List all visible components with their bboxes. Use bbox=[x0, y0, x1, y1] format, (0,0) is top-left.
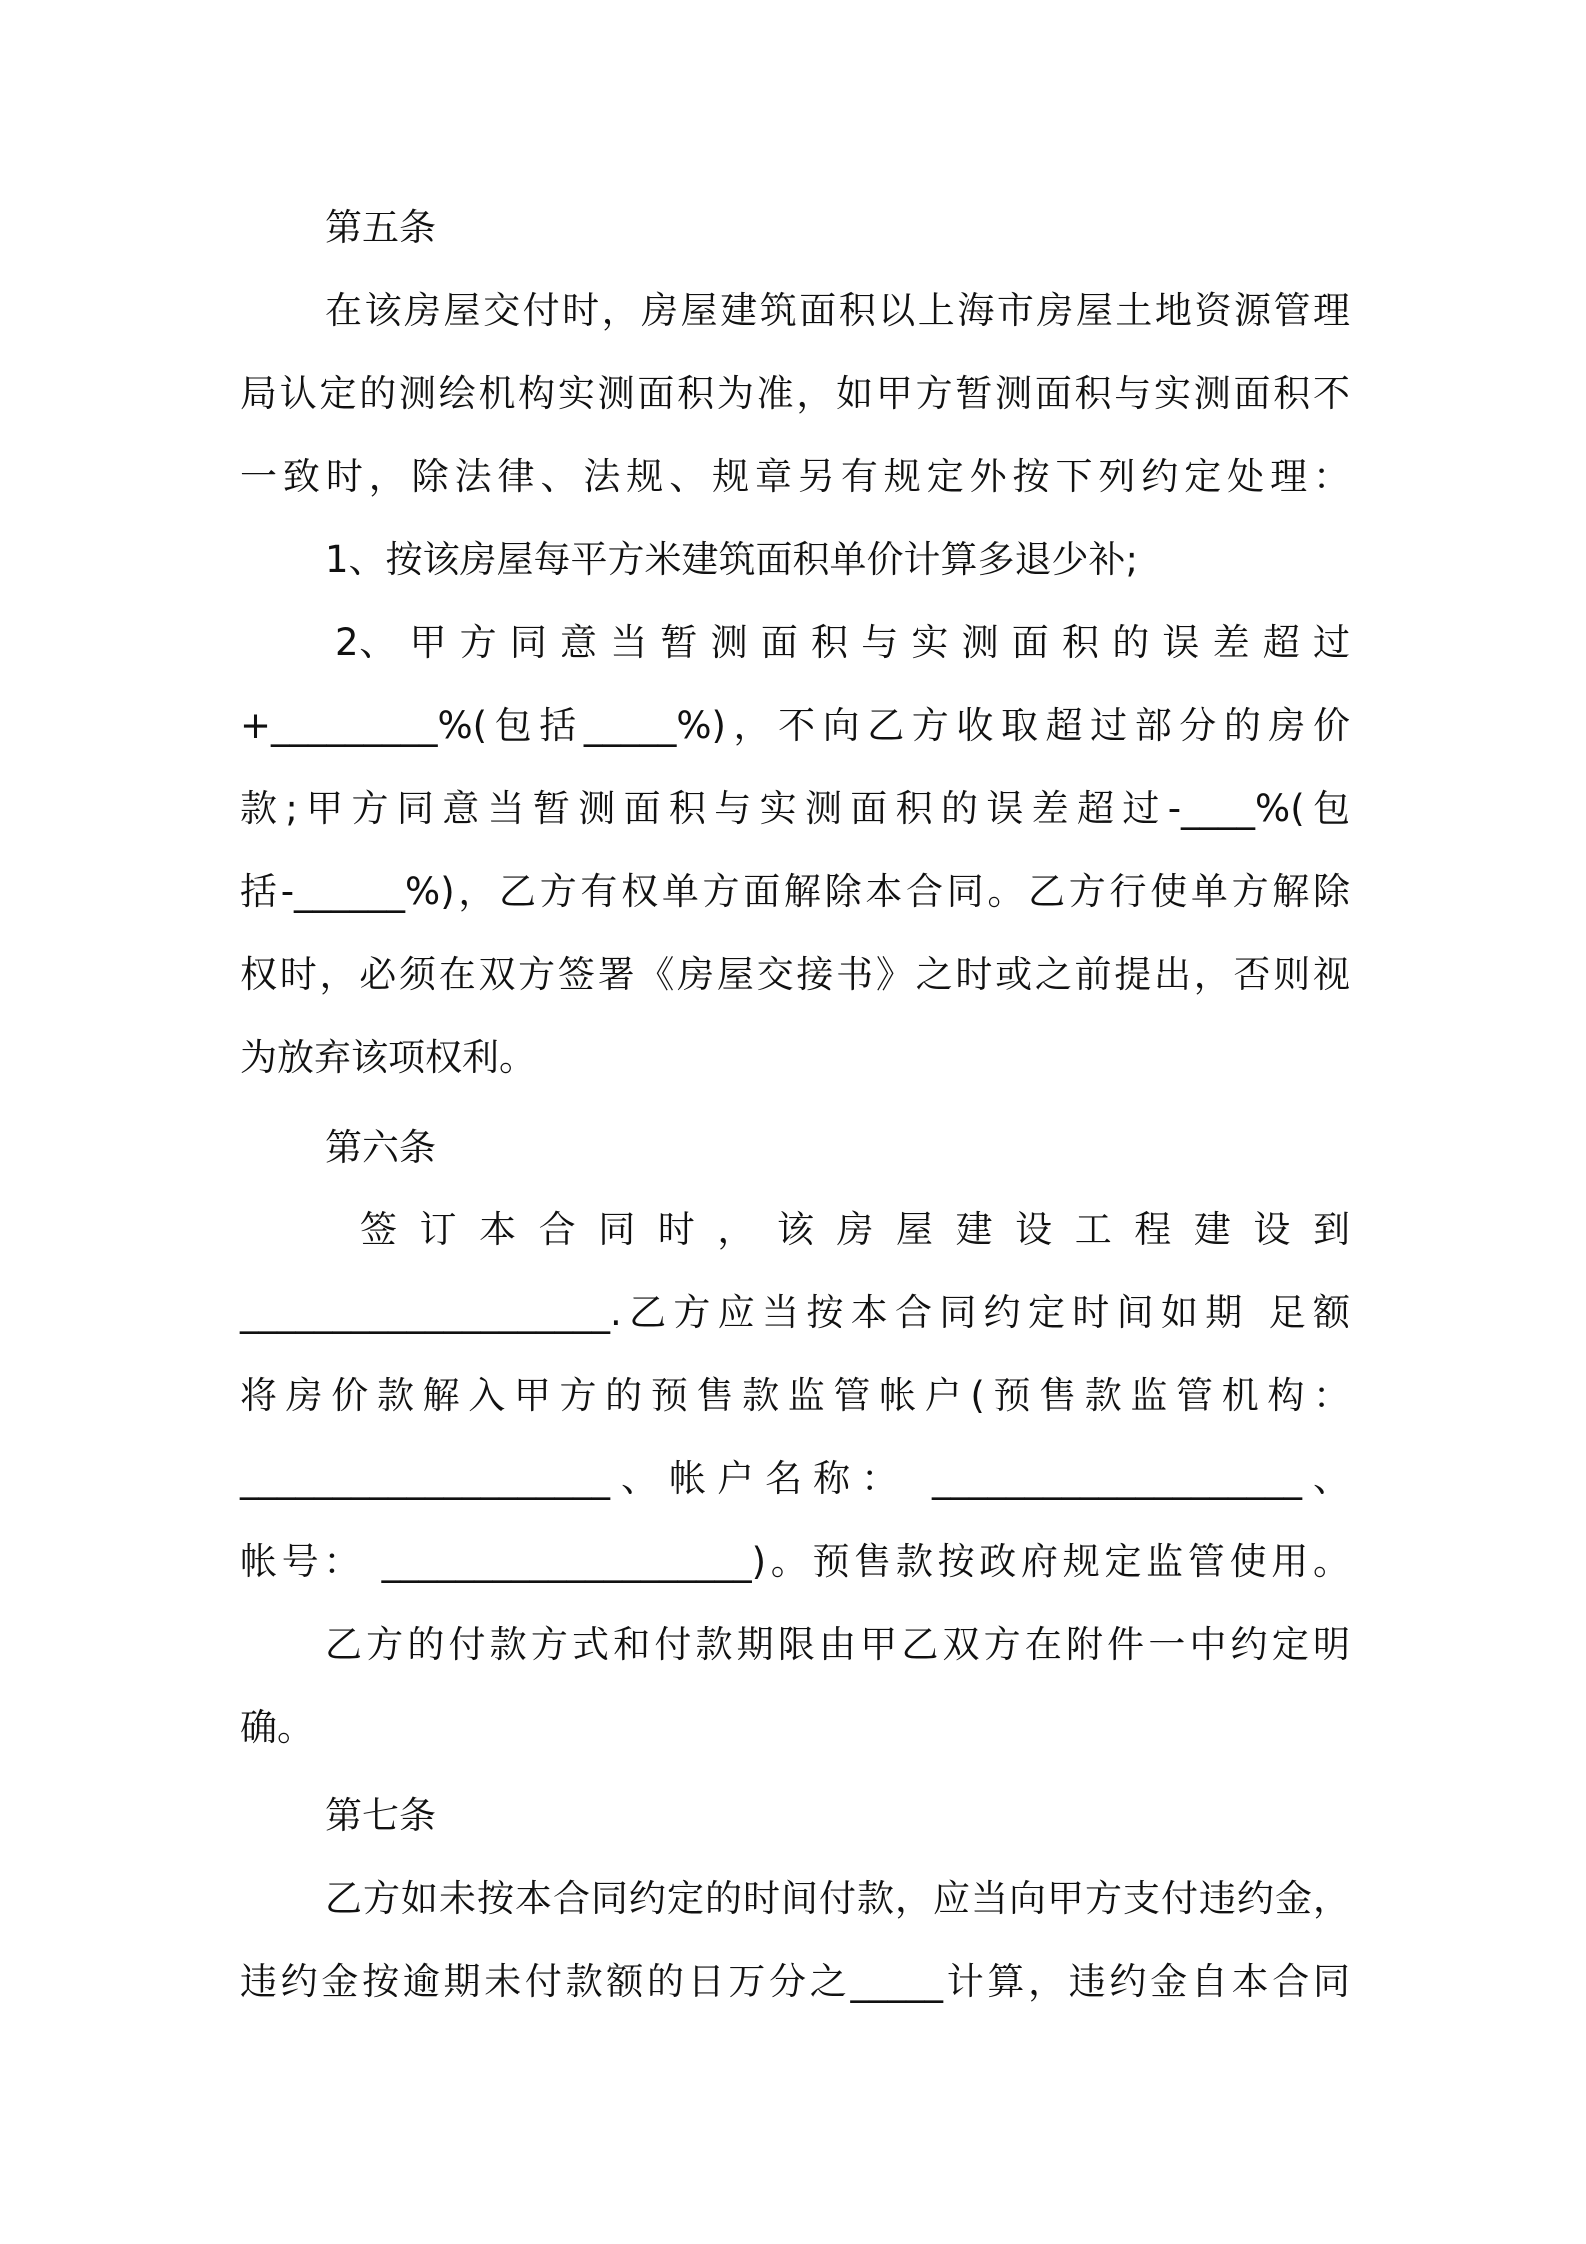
article-6-heading: 第六条 bbox=[325, 1126, 436, 1169]
article-5-item-2-line: 权时，必须在双方签署《房屋交接书》之时或之前提出，否则视 bbox=[240, 953, 1350, 996]
article-7-paragraph-line: 乙方如未按本合同约定的时间付款，应当向甲方支付违约金， bbox=[325, 1877, 1350, 1920]
article-6-paragraph-line: ____________________.乙方应当按本合同约定时间如期 足额 bbox=[240, 1291, 1350, 1334]
article-5-item-2-line: 括-______%)，乙方有权单方面解除本合同。乙方行使单方解除 bbox=[240, 870, 1350, 913]
article-6-payment-line: 乙方的付款方式和付款期限由甲乙双方在附件一中约定明 bbox=[325, 1623, 1350, 1666]
article-6-paragraph-line: 帐号： ____________________)。预售款按政府规定监管使用。 bbox=[240, 1540, 1350, 1583]
article-5-item-2-line: 款;甲方同意当暂测面积与实测面积的误差超过-____%(包 bbox=[240, 787, 1350, 830]
article-5-item-2-line: +_________%(包括_____%)，不向乙方收取超过部分的房价 bbox=[240, 704, 1350, 747]
article-6-paragraph-line: ____________________、帐户名称： ____________________、 bbox=[240, 1457, 1350, 1500]
article-5-paragraph-line: 一致时，除法律、法规、规章另有规定外按下列约定处理： bbox=[240, 455, 1350, 498]
article-5-paragraph-line: 局认定的测绘机构实测面积为准，如甲方暂测面积与实测面积不 bbox=[240, 372, 1350, 415]
article-6-paragraph-line: 签 订 本 合 同 时 ， 该 房 屋 建 设 工 程 建 设 到 bbox=[360, 1208, 1350, 1251]
article-6-paragraph-line: 将房价款解入甲方的预售款监管帐户(预售款监管机构： bbox=[240, 1374, 1350, 1417]
article-7-paragraph-line: 违约金按逾期未付款额的日万分之_____计算，违约金自本合同 bbox=[240, 1960, 1350, 2003]
article-5-item-2-line: 为放弃该项权利。 bbox=[240, 1036, 536, 1079]
article-5-paragraph-line: 在该房屋交付时，房屋建筑面积以上海市房屋土地资源管理 bbox=[325, 289, 1350, 332]
article-6-payment-line: 确。 bbox=[240, 1706, 314, 1749]
article-5-heading: 第五条 bbox=[325, 206, 436, 249]
article-7-heading: 第七条 bbox=[325, 1794, 436, 1837]
article-5-item-2-line: 2、 甲 方 同 意 当 暂 测 面 积 与 实 测 面 积 的 误 差 超 过 bbox=[335, 621, 1350, 664]
article-5-item-1: 1、按该房屋每平方米建筑面积单价计算多退少补; bbox=[325, 538, 1139, 581]
